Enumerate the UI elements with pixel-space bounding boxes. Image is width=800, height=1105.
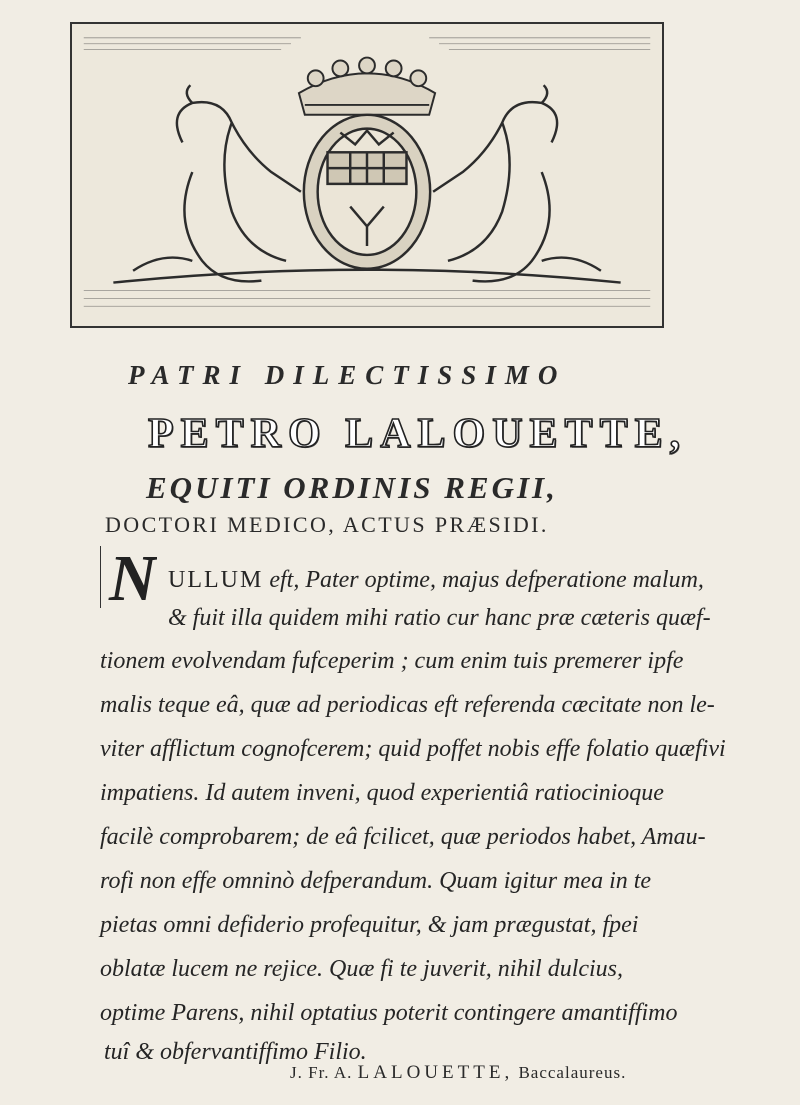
crown-icon (299, 58, 435, 115)
title-line-1: EQUITI ORDINIS REGII, (146, 470, 558, 505)
coat-of-arms-engraving (70, 22, 664, 328)
body-line-11: optime Parens, nihil optatius poterit contingere amantiffimo (100, 1000, 678, 1026)
signature (290, 1062, 626, 1084)
dedication-line: PATRI DILECTISSIMO (128, 360, 567, 390)
body-line-4: malis teque eâ, quæ ad periodicas eft referenda cæcitate non le- (100, 692, 715, 718)
lion-supporter-right-icon (433, 85, 601, 281)
body-line-9: pietas omni defiderio profequitur, & jam prægustat, fpei (100, 912, 639, 938)
body-line-10: oblatæ lucem ne rejice. Quæ fi te juverit, nihil dulcius, (100, 956, 624, 982)
body-line-2: & fuit illa quidem mihi ratio cur hanc præ cæteris quæf- (168, 605, 711, 631)
signature-initials: J. Fr. A. (290, 1063, 353, 1082)
recipient-name: PETRO LALOUETTE, (148, 411, 688, 457)
base-scroll-icon (113, 270, 620, 283)
body-line-3: tionem evolvendam fufceperim ; cum enim tuis premerer ipfe (100, 648, 684, 674)
shield-icon (304, 115, 430, 269)
body-line-7: facilè comprobarem; de eâ fcilicet, quæ periodos habet, Amau- (100, 824, 706, 850)
lion-supporter-left-icon (133, 85, 301, 281)
body-line-12: tuî & obfervantiffimo Filio. (104, 1039, 367, 1065)
signature-surname: LALOUETTE, (357, 1062, 514, 1083)
body-line-1-text: eft, Pater optime, majus defperatione malum, (263, 567, 704, 593)
body-line-8: rofi non effe omninò defperandum. Quam igitur mea in te (100, 868, 652, 894)
body-line-6: impatiens. Id autem inveni, quod experientiâ ratiocinioque (100, 780, 664, 806)
drop-cap: N (100, 546, 157, 608)
signature-degree: Baccalaureus. (518, 1063, 627, 1082)
body-line-5: viter afflictum cognofcerem; quid poffet nobis effe folatio quæfivi (100, 736, 726, 762)
body-line-1-lead: ULLUM (168, 567, 264, 593)
title-line-2: DOCTORI MEDICO, ACTUS PRÆSIDI. (105, 512, 549, 537)
